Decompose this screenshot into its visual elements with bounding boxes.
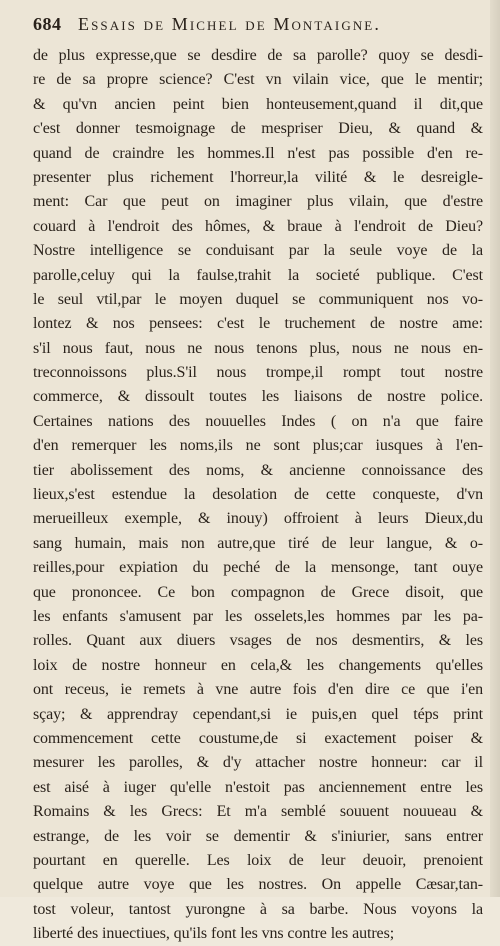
text-line: commencement cette coustume,de si exactement poiser & xyxy=(33,729,483,747)
text-line: merueilleux exemple, & inouy) offroient à leurs Dieux,du xyxy=(33,510,483,528)
page-header xyxy=(33,14,483,36)
text-line: lontez & nos pensees: c'est le truchement de nostre ame: xyxy=(33,315,483,333)
text-line: Certaines nations des nouuelles Indes ( on n'a que faire xyxy=(33,412,483,430)
text-line: de plus expresse,que se desdire de sa parolle? quoy se desdi- xyxy=(33,47,483,64)
text-line: c'est donner tesmoignage de mespriser Dieu, & quand & xyxy=(33,120,483,138)
body-text xyxy=(33,44,483,946)
text-line: quand de craindre les hommes.Il n'est pas possible d'en re- xyxy=(33,144,483,162)
text-line: tost voleur, tantost yurongne à sa barbe. Nous voyons la xyxy=(33,900,483,918)
text-line: parolle,celuy qui la faulse,trahit la societé publique. C'est xyxy=(33,266,483,284)
text-line: mesurer les parolles, & d'y attacher nostre honneur: car il xyxy=(33,754,483,772)
text-line: ment: Car que peut on imaginer plus vilain, que d'estre xyxy=(33,193,483,211)
text-line: estrange, de les voir se dementir & s'iniurier, sans entrer xyxy=(33,827,483,845)
text-line: treconnoissons plus.S'il nous trompe,il rompt tout nostre xyxy=(33,364,483,382)
text-line: Nostre intelligence se conduisant par la seule voye de la xyxy=(33,242,483,260)
text-line: & qu'vn ancien peint bien honteusement,quand il dit,que xyxy=(33,95,483,113)
text-line: presenter plus richement l'horreur,la vilité & le desreigle- xyxy=(33,168,483,186)
text-line: tier abolissement des noms, & ancienne connoissance des xyxy=(33,461,483,479)
text-line: les enfants s'amusent par les osselets,les hommes par les pa- xyxy=(33,607,483,625)
text-line: d'en remerquer les noms,ils ne sont plus;car iusques à l'en- xyxy=(33,437,483,455)
page-edge xyxy=(490,0,500,897)
text-line: le seul vtil,par le moyen duquel se communiquent nos vo- xyxy=(33,290,483,308)
text-line: re de sa propre science? C'est vn vilain vice, que le mentir; xyxy=(33,71,483,89)
text-line: sang humain, mais non autre,que tiré de leur langue, & o- xyxy=(33,534,483,552)
text-line: quelque autre voye que les nostres. On appelle Cæsar,tan- xyxy=(33,876,483,894)
text-line: sçay; & apprendray cependant,si ie puis,en quel téps print xyxy=(33,705,483,723)
text-line: ont receus, ie remets à vne autre fois d'en dire ce que i'en xyxy=(33,681,483,699)
text-line: rolles. Quant aux diuers vsages de nos desmentirs, & les xyxy=(33,632,483,650)
text-line: est aisé à iuger qu'elle n'estoit pas anciennement entre les xyxy=(33,778,483,796)
text-line: reilles,pour expiation du peché de la mensonge, tant ouye xyxy=(33,559,483,577)
text-line: s'il nous faut, nous ne nous tenons plus, nous ne nous en- xyxy=(33,339,483,357)
text-line: loix de nostre honneur en cela,& les changements qu'elles xyxy=(33,656,483,674)
text-line: lieux,s'est estendue la desolation de cette conqueste, d'vn xyxy=(33,486,483,504)
page-number: 684 xyxy=(33,14,62,34)
text-line: que prononcee. Ce bon compagnon de Grece disoit, que xyxy=(33,583,483,601)
text-line: pourtant en querelle. Les loix de leur deuoir, prenoient xyxy=(33,851,483,869)
running-head: Essais de Michel de Montaigne. xyxy=(78,14,381,34)
text-line: commerce, & dissoult toutes les liaisons de nostre police. xyxy=(33,388,483,406)
text-line: Romains & les Grecs: Et m'a semblé souuent nouueau & xyxy=(33,803,483,821)
text-line: couard à l'endroit des hômes, & braue à l'endroit de Dieu? xyxy=(33,217,483,235)
text-line: liberté des inuectiues, qu'ils font les vns contre les autres; xyxy=(33,925,395,943)
